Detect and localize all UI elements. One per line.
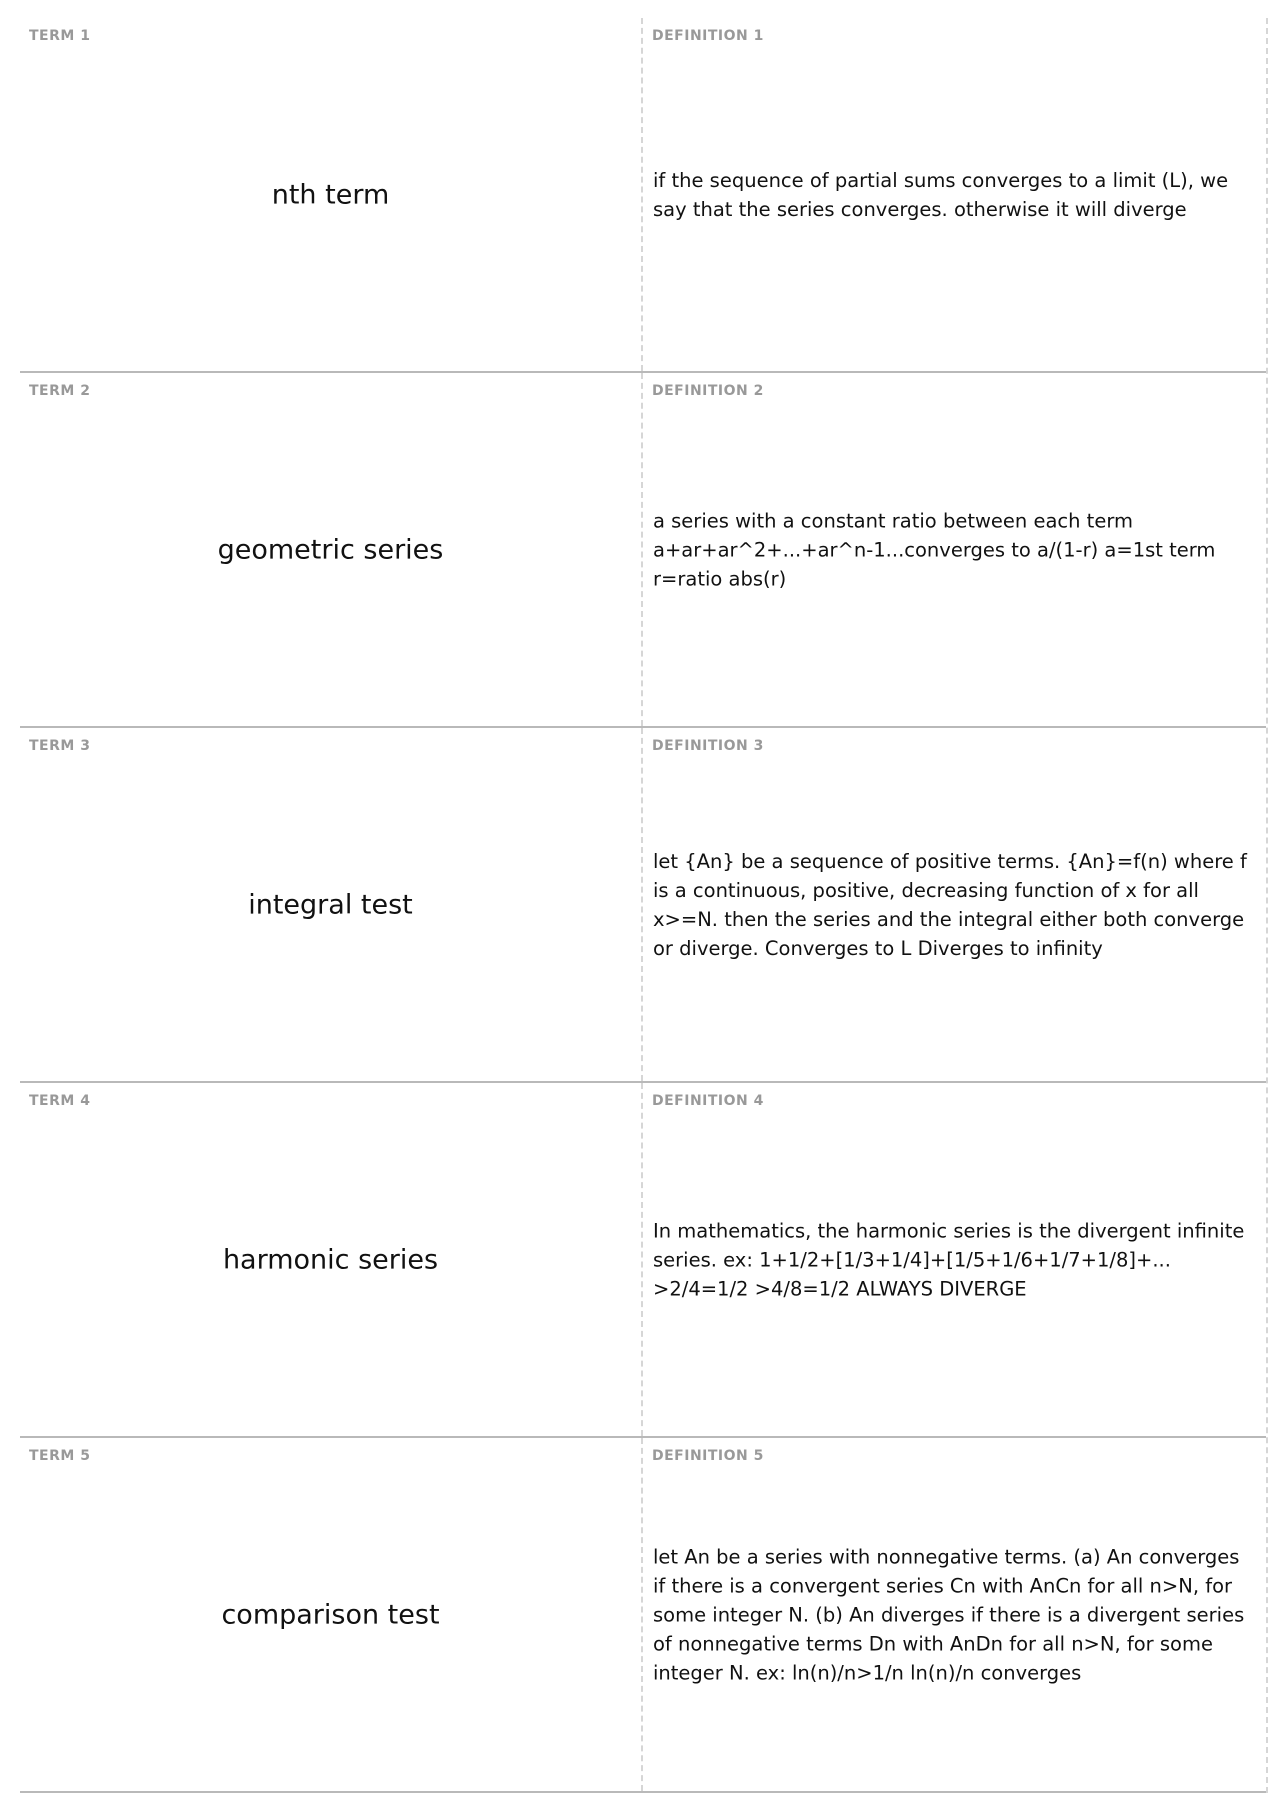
term-text: geometric series — [217, 534, 444, 565]
flashcard — [20, 1083, 1266, 1438]
term-label: TERM 2 — [29, 383, 91, 399]
flashcard — [20, 18, 1266, 373]
term-text: comparison test — [221, 1599, 440, 1630]
term-cell — [20, 1083, 643, 1436]
definition-cell — [643, 18, 1266, 371]
definition-cell — [643, 373, 1266, 726]
term-text: nth term — [271, 179, 390, 210]
flashcard — [20, 373, 1266, 728]
term-cell — [20, 1438, 643, 1791]
definition-cell — [643, 1438, 1266, 1791]
definition-label: DEFINITION 4 — [652, 1093, 764, 1109]
flashcard — [20, 728, 1266, 1083]
term-label: TERM 5 — [29, 1448, 91, 1464]
flashcard — [20, 1438, 1266, 1793]
definition-text: let An be a series with nonnegative terms. (a) An converges if there is a convergent series Cn with AnCn for all n>N, for some integer N. (b) An diverges if there is a divergent series of nonnegative terms Dn with AnDn for all n>N, for some integer N. ex: ln(n)/n>1/n ln(n)/n converges — [653, 1545, 1245, 1684]
term-cell — [20, 373, 643, 726]
definition-label: DEFINITION 2 — [652, 383, 764, 399]
term-label: TERM 1 — [29, 28, 91, 44]
term-text: harmonic series — [222, 1244, 439, 1275]
flashcard-sheet — [20, 18, 1268, 1793]
term-label: TERM 3 — [29, 738, 91, 754]
definition-cell — [643, 1083, 1266, 1436]
definition-text: let {An} be a sequence of positive terms. {An}=f(n) where f is a continuous, positive, decreasing function of x for all x>=N. then the series and the integral either both converge or diverge. Converges to L Diverges to infinity — [653, 849, 1247, 960]
definition-cell — [643, 728, 1266, 1081]
definition-label: DEFINITION 3 — [652, 738, 764, 754]
term-cell — [20, 18, 643, 371]
term-cell — [20, 728, 643, 1081]
definition-text: a series with a constant ratio between each term a+ar+ar^2+...+ar^n-1...converges to a/(1-r) a=1st term r=ratio abs(r) — [653, 509, 1216, 590]
definition-label: DEFINITION 5 — [652, 1448, 764, 1464]
definition-text: if the sequence of partial sums converges to a limit (L), we say that the series converges. otherwise it will diverge — [653, 168, 1229, 221]
definition-label: DEFINITION 1 — [652, 28, 764, 44]
term-text: integral test — [248, 889, 413, 920]
definition-text: In mathematics, the harmonic series is the divergent infinite series. ex: 1+1/2+[1/3+1/4]+[1/5+1/6+1/7+1/8]+... >2/4=1/2 >4/8=1/2 ALWAYS DIVERGE — [653, 1219, 1245, 1300]
term-label: TERM 4 — [29, 1093, 91, 1109]
